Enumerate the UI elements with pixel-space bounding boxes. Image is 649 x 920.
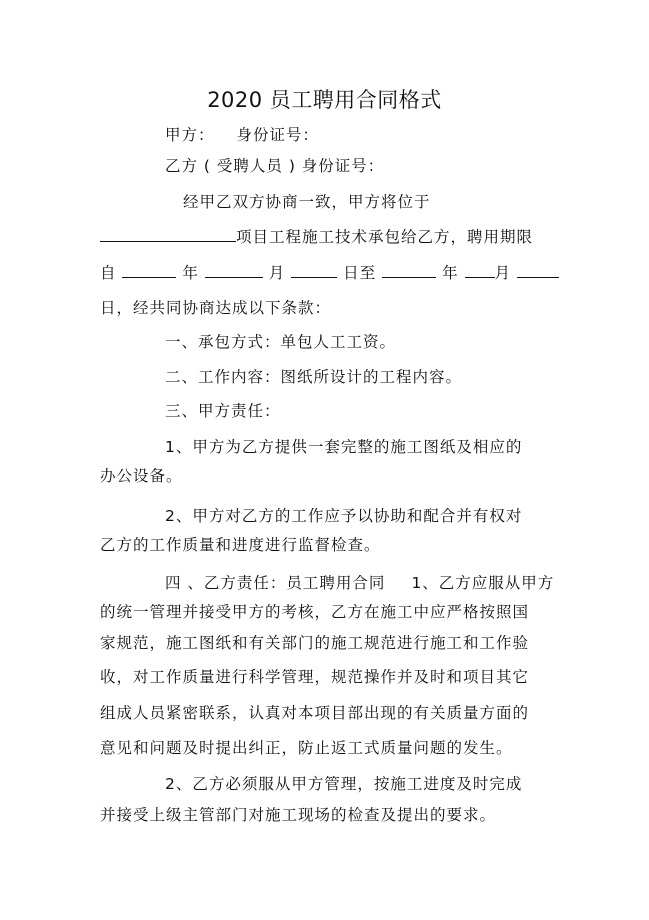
party-b-duty-1-start: 1、乙方应服从甲方	[411, 574, 555, 592]
contract-period-line	[100, 262, 559, 284]
party-a-duty-1-line-2: 办公设备。	[100, 467, 183, 485]
intro-line-2-text: 项目工程施工技术承包给乙方，聘用期限	[236, 228, 534, 246]
end-month-label: 月	[494, 264, 512, 282]
party-a-duty-2-line-1: 2、甲方对乙方的工作应予以协助和配合并有权对	[165, 507, 523, 525]
start-day-to-label: 日至	[343, 264, 377, 282]
clause-1: 一、承包方式：单包人工工资。	[165, 333, 397, 351]
party-b-duty-1-line-5: 组成人员紧密联系，认真对本项目部出现的有关质量方面的	[100, 704, 530, 722]
party-a-duty-2-line-2: 乙方的工作质量和进度进行监督检查。	[100, 536, 381, 554]
start-month-blank	[205, 262, 263, 278]
intro-line-1: 经甲乙双方协商一致，甲方将位于	[183, 193, 431, 211]
start-month-label: 月	[268, 264, 286, 282]
document-title: 2020 员工聘用合同格式	[207, 88, 442, 112]
party-a-line	[165, 124, 319, 146]
clause-3: 三、甲方责任：	[165, 402, 281, 420]
end-day-blank	[517, 262, 559, 278]
start-year-label: 年	[182, 264, 199, 282]
party-a-id-label: 身份证号：	[236, 126, 320, 144]
party-a-label: 甲方：	[165, 126, 215, 144]
clause-4-line	[165, 572, 554, 594]
end-month-blank	[465, 262, 495, 278]
party-b-duty-1-line-6: 意见和问题及时提出纠正，防止返工式质量问题的发生。	[100, 739, 513, 757]
project-location-blank	[100, 226, 236, 242]
party-b-duty-1-line-2: 的统一管理并接受甲方的考核，乙方在施工中应严格按照国	[100, 603, 530, 621]
party-b-line: 乙方 ( 受聘人员 ) 身份证号：	[165, 157, 385, 175]
party-b-duty-1-line-4: 收，对工作质量进行科学管理，规范操作并及时和项目其它	[100, 668, 530, 686]
party-b-duty-1-line-3: 家规范，施工图纸和有关部门的施工规范进行施工和工作验	[100, 634, 530, 652]
clause-4-heading: 四 、乙方责任：员工聘用合同	[165, 574, 386, 592]
intro-line-2	[100, 226, 533, 248]
start-year-blank	[122, 262, 176, 278]
party-a-duty-1-line-1: 1、甲方为乙方提供一套完整的施工图纸及相应的	[165, 438, 523, 456]
end-year-label: 年	[442, 264, 459, 282]
end-year-blank	[382, 262, 436, 278]
intro-line-4: 日，经共同协商达成以下条款：	[100, 299, 332, 317]
clause-2: 二、工作内容：图纸所设计的工程内容。	[165, 368, 463, 386]
start-day-blank	[291, 262, 337, 278]
date-from-label: 自	[100, 264, 117, 282]
party-b-duty-2-line-2: 并接受上级主管部门对施工现场的检查及提出的要求。	[100, 806, 497, 824]
party-b-duty-2-line-1: 2、乙方必须服从甲方管理，按施工进度及时完成	[165, 775, 523, 793]
